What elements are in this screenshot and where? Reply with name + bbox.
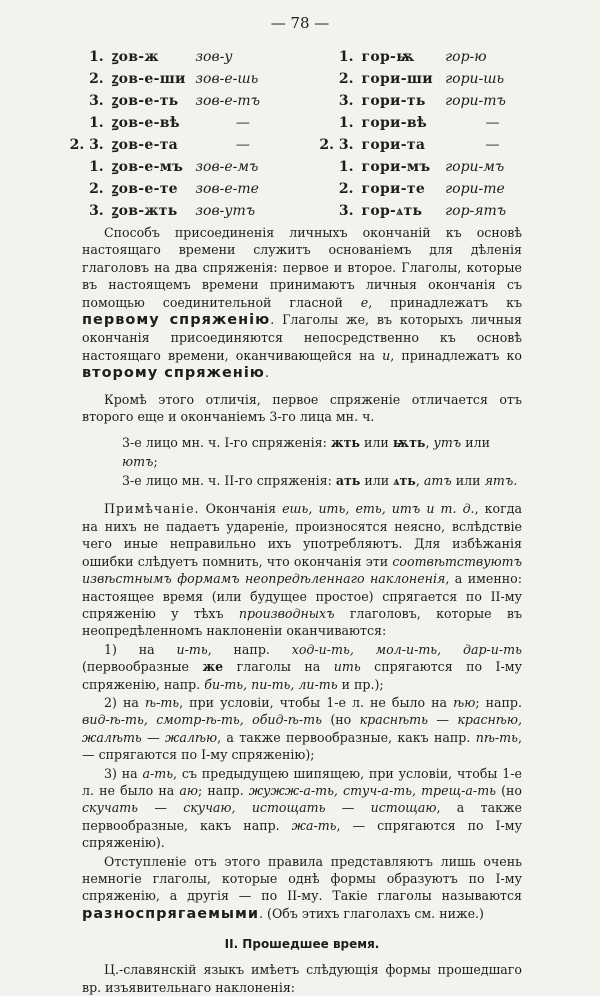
- page-number: — 78 —: [270, 14, 330, 32]
- paragraph-difference: Кромѣ этого отличія, первое спряженіе отличается отъ второго еще и окончаніемъ 3-го лица мн. ч.: [82, 391, 522, 425]
- section-heading: II. Прошедшее время.: [224, 937, 380, 952]
- table-row: 1. ꙁов-ж зов-у 1. гор-ѭ гор-ю: [89, 49, 487, 65]
- table-row: 2. ꙁов-е-ши зов-е-шь 2. гори-ши гори-шь: [89, 71, 505, 87]
- note-block: [82, 500, 522, 923]
- term-first-conjugation: первому спряженію: [82, 312, 271, 329]
- term-second-conjugation: второму спряженію: [82, 365, 265, 382]
- endings-list: [122, 433, 522, 490]
- table-row: 2. 3. ꙁов-е-та — 2. 3. гори-та —: [69, 137, 500, 153]
- table-row: 3. ꙁов-жть зов-утъ 3. гор-ѧть гор-ятъ: [89, 203, 507, 219]
- table-row: 2. ꙁов-е-те зов-е-те 2. гори-те гори-те: [89, 181, 505, 197]
- note-label: Примѣчаніе.: [104, 501, 200, 517]
- paragraph-conjugation-basis: Способъ присоединенія личныхъ окончаній къ основѣ настоящаго времени служитъ основаніемъ для дѣленія глаголовъ на два спряженія: первое и второе. Глаголы, которые въ настоящемъ времени принимаютъ личныя окончанія съ помощью соединительной гласной е, принадлежатъ къ первому спряженію. Глаголы же, въ которыхъ личныя окончанія присоединяются непосредственно къ основѣ настоящаго времени, оканчивающейся на и, принадлежатъ ко второму спряженію.: [82, 225, 523, 382]
- note-item-3: 3) на а-ть, съ предыдущею шипящею, при условіи, чтобы 1-е л. не было на аю; напр. жужж-а-ть, стуч-а-ть, трещ-а-ть (но скучать — скучаю, истощать — истощаю, а также первообразные, какъ напр. жа-ть, — спрягаются по I-му спряженію).: [82, 765, 523, 851]
- note-item-2: 2) на ѣ-ть, при условіи, чтобы 1-е л. не было на ѣю; напр. вид-ѣ-ть, смотр-ѣ-ть, обид-ѣ-ть (но краснѣть — краснѣю, жалѣть — жалѣю, а также первообразные, какъ напр. пѣ-ть, — спрягаются по I-му спряженію);: [82, 694, 522, 763]
- list-item: 3-е лицо мн. ч. II-го спряженія: ать или ѧть, атъ или ятъ.: [122, 473, 518, 489]
- table-row: 1. ꙁов-е-вѣ — 1. гори-вѣ —: [89, 115, 500, 131]
- table-row: 3. ꙁов-е-ть зов-е-тъ 3. гори-ть гори-тъ: [89, 93, 506, 109]
- table-row: 1. ꙁов-е-мъ зов-е-мъ 1. гори-мъ гори-мъ: [89, 159, 505, 175]
- conjugation-table: [60, 46, 540, 222]
- note-deviation: Отступленіе отъ этого правила представляютъ лишь очень немногіе глаголы, которые однѣ формы образуютъ по I-му спряженію, а другія — по II-му. Такіе глаголы называются разноспрягаемыми. (Объ этихъ глаголахъ см. ниже.): [82, 853, 522, 922]
- list-item: 3-е лицо мн. ч. I-го спряженія: жть или ѭть, утъ или ютъ;: [122, 435, 490, 470]
- note-item-1: 1) на и-ть, напр. ход-и-ть, мол-и-ть, дар-и-ть (первообразные же глаголы на ить спрягаются по I-му спряженію, напр. би-ть, пи-ть, ли-ть и пр.);: [82, 641, 522, 692]
- term-irregular-verbs: разноспрягаемыми: [82, 905, 260, 922]
- paragraph-past-tense: Ц.-славянскій языкъ имѣетъ слѣдующія формы прошедшаго вр. изъявительнаго наклоненія:: [82, 962, 522, 995]
- main-text: [82, 224, 522, 996]
- note-paragraph: Примѣчаніе. Окончанія ешь, ить, еть, итъ и т. д., когда на нихъ не падаетъ удареніе, произносятся неясно, вслѣдствіе чего иные неправильно ихъ употребляютъ. Для избѣжанія ошибки слѣдуетъ помнить, что окончанія эти соотвѣтствуютъ извѣстнымъ формамъ неопредѣленнаго наклоненія, а именно: настоящее время (или будущее простое) спрягается по II-му спряженію у тѣхъ производныхъ глаголовъ, которые въ неопредѣленномъ наклоненіи оканчиваются:: [82, 501, 522, 639]
